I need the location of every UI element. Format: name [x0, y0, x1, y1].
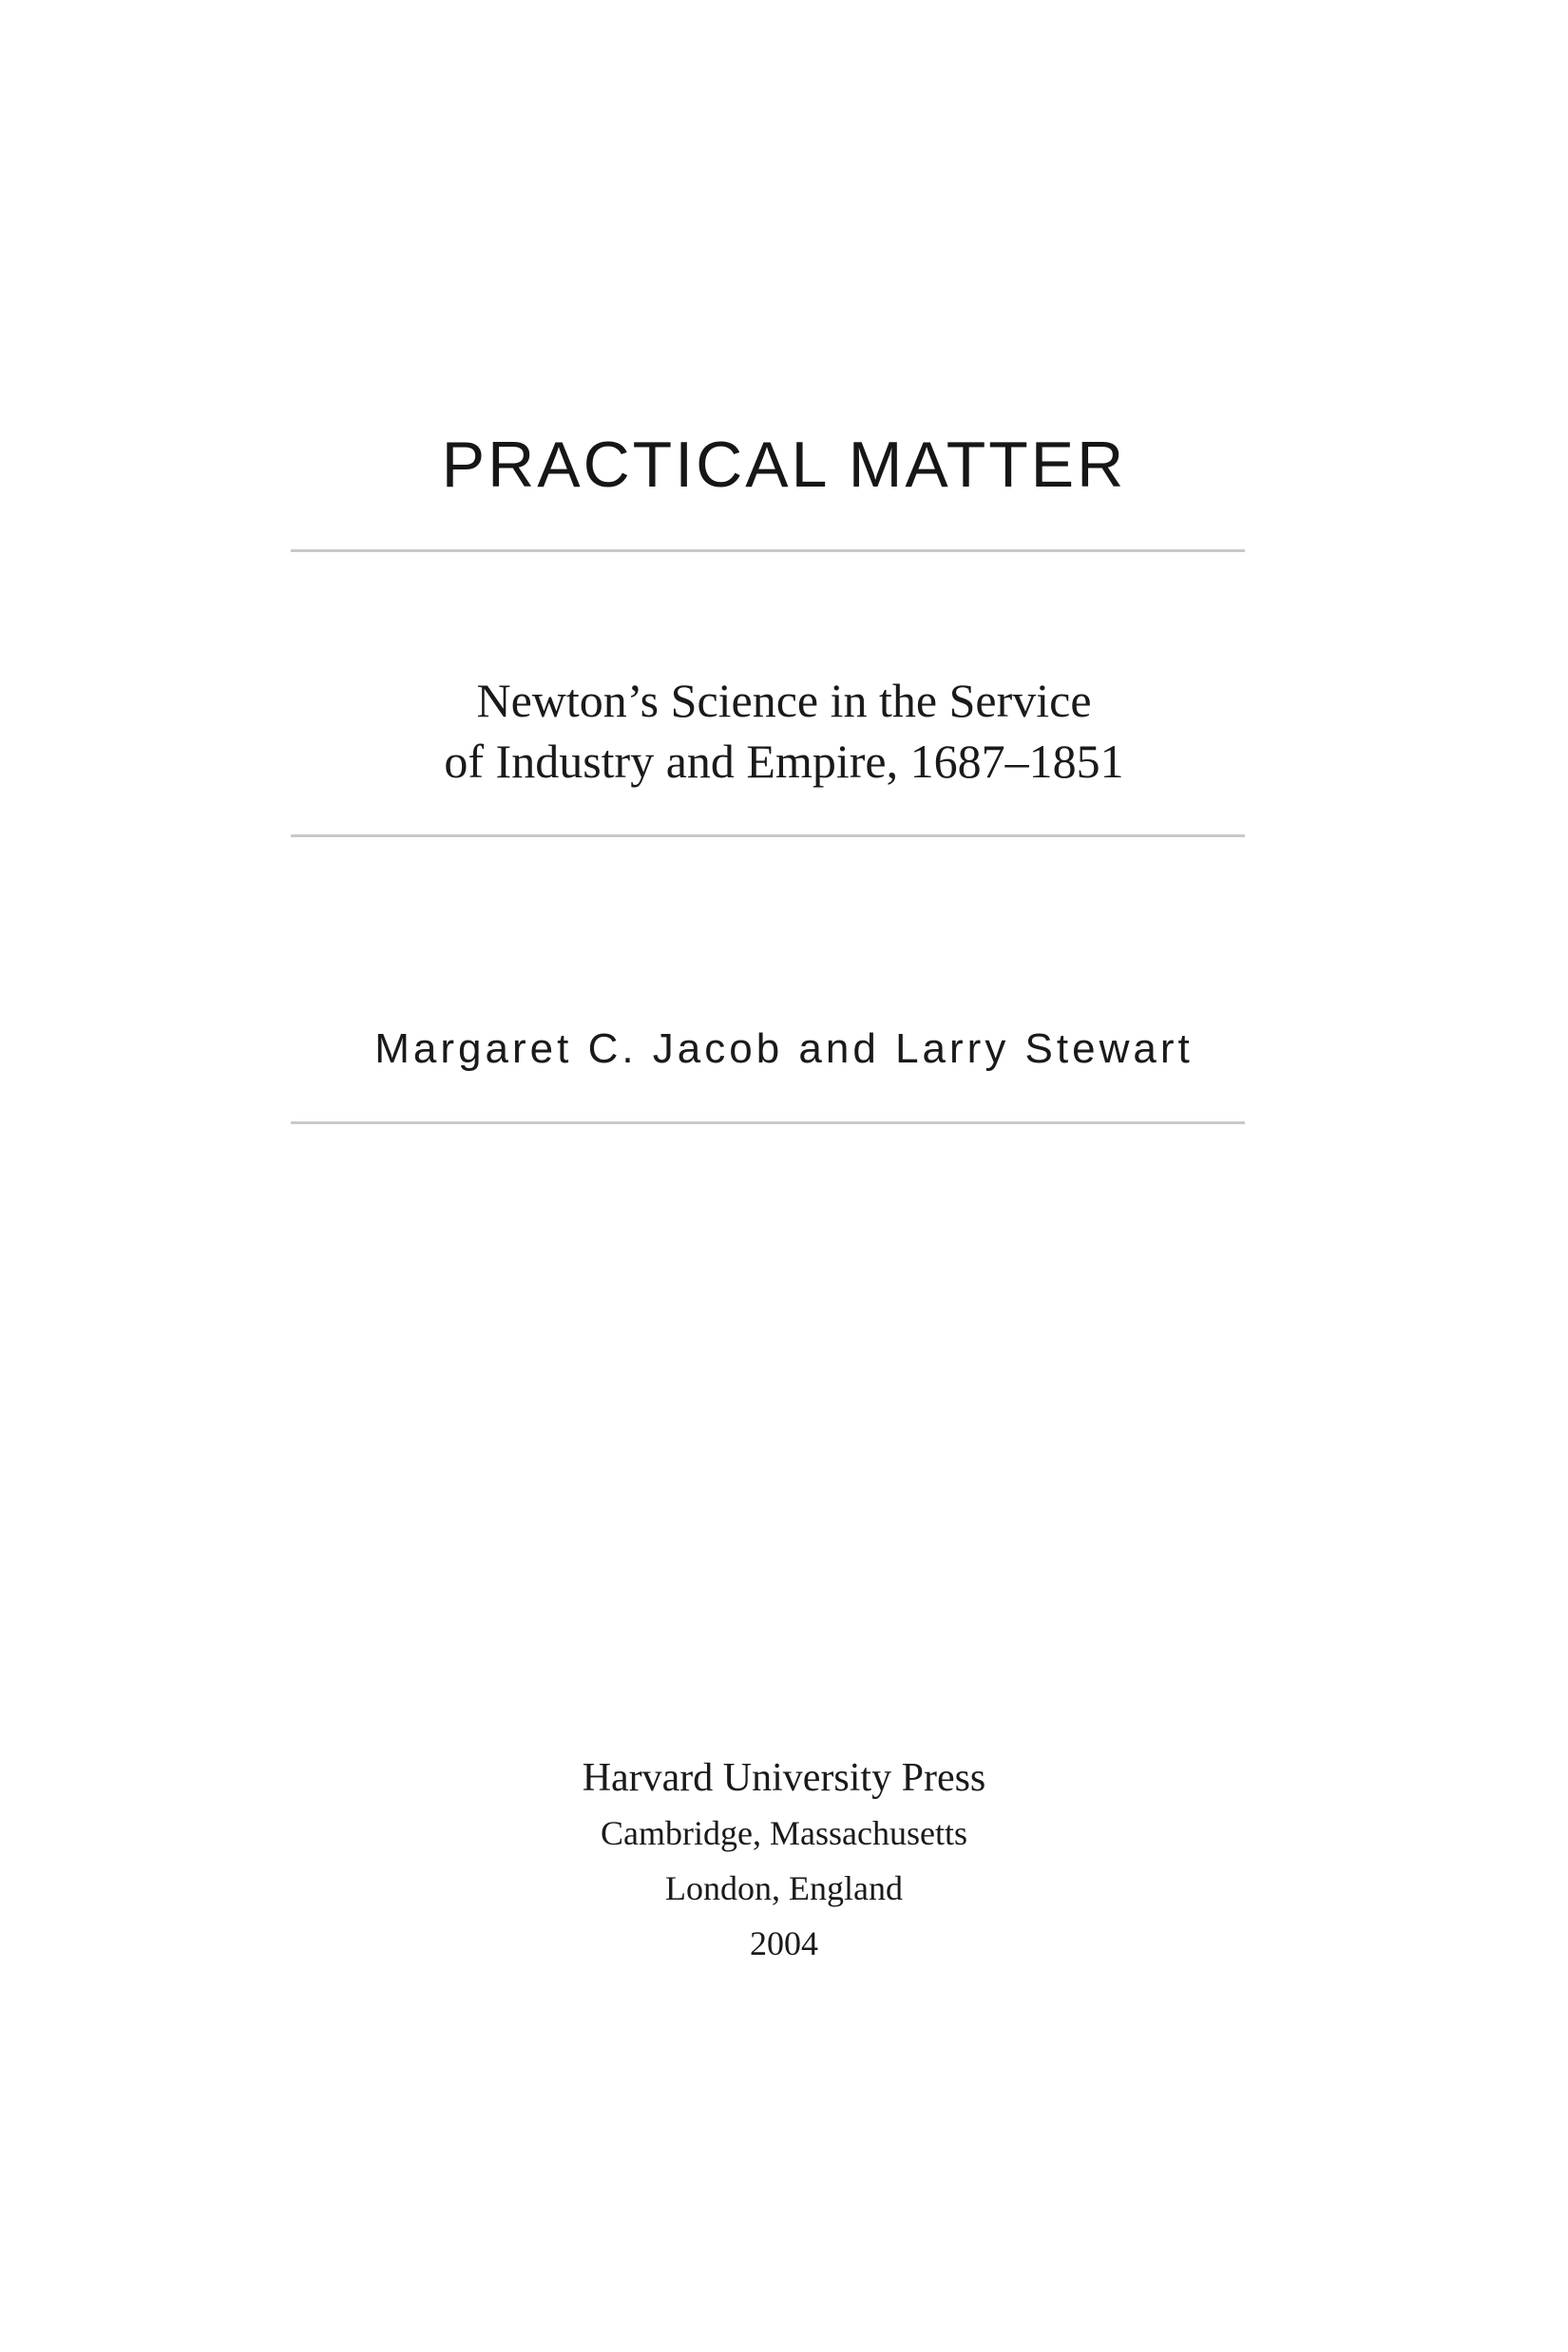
publisher-name: Harvard University Press — [582, 1756, 986, 1800]
divider-rule — [291, 834, 1245, 837]
divider-rule — [291, 549, 1245, 552]
divider-rule — [291, 1121, 1245, 1124]
publication-year: 2004 — [750, 1924, 818, 1962]
publisher-city: Cambridge, Massachusetts — [601, 1814, 967, 1852]
book-subtitle — [0, 670, 1568, 792]
publisher-imprint — [0, 1750, 1568, 1971]
subtitle-line: of Industry and Empire, 1687–1851 — [444, 735, 1124, 788]
book-title: PRACTICAL MATTER — [441, 429, 1127, 501]
publisher-second-city: London, England — [665, 1869, 903, 1907]
book-authors: Margaret C. Jacob and Larry Stewart — [374, 1025, 1194, 1072]
subtitle-line: Newton’s Science in the Service — [476, 674, 1092, 727]
